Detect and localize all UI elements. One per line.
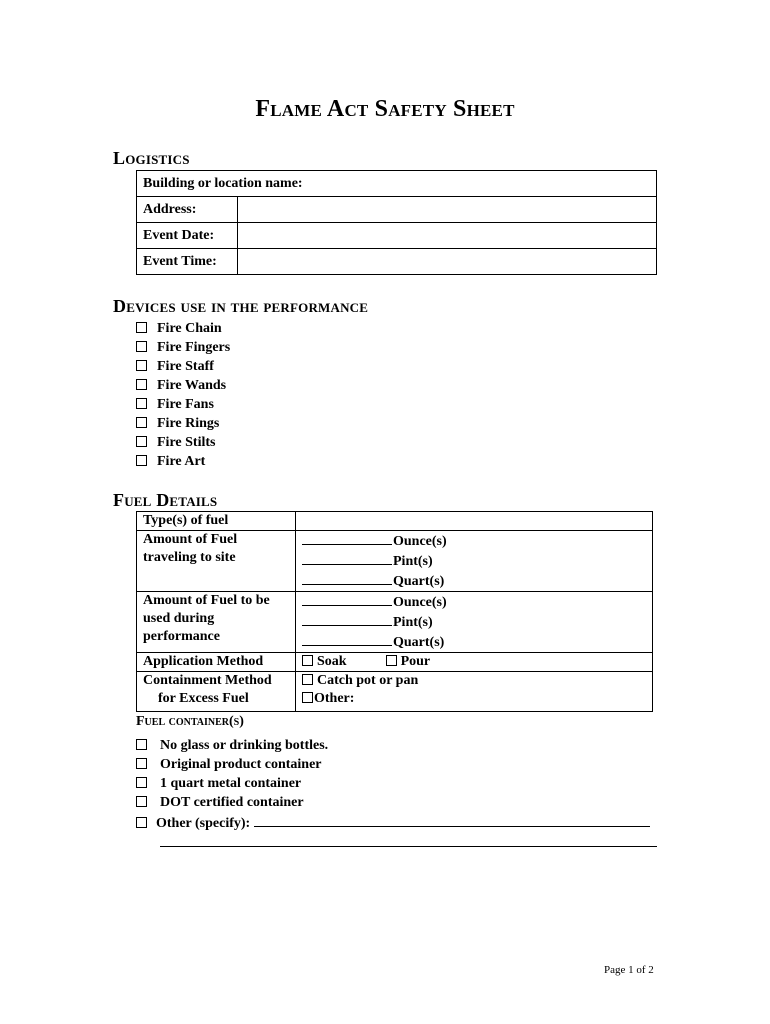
- containment-label-line: Containment Method: [143, 673, 272, 688]
- devices-heading: Devices use in the performance: [113, 296, 369, 316]
- fuel-type-label: Type(s) of fuel: [137, 512, 296, 531]
- amount-blank[interactable]: [302, 531, 392, 545]
- unit-label: Quart(s): [393, 574, 445, 589]
- address-field[interactable]: [238, 197, 657, 223]
- address-label: Address:: [137, 197, 238, 223]
- checkbox[interactable]: [136, 777, 147, 788]
- soak-checkbox[interactable]: [302, 655, 313, 666]
- table-row: [137, 653, 653, 672]
- list-item: [136, 812, 650, 831]
- application-options: [296, 653, 653, 672]
- checkbox[interactable]: [136, 817, 147, 828]
- other-specify-line[interactable]: [160, 846, 657, 847]
- logistics-heading: Logistics: [113, 148, 190, 168]
- table-row: [137, 531, 653, 592]
- table-row: [137, 197, 657, 223]
- amount-blank[interactable]: [302, 592, 392, 606]
- checkbox[interactable]: [136, 398, 147, 409]
- list-item: [136, 395, 230, 414]
- amount-perf-field: [296, 592, 653, 653]
- fuel-heading: Fuel Details: [113, 490, 218, 510]
- fuel-table: [136, 511, 653, 712]
- table-row: [137, 223, 657, 249]
- list-item: [136, 793, 650, 812]
- amount-perf-label-line: used during: [143, 611, 215, 626]
- catch-pot-label: Catch pot or pan: [317, 673, 419, 688]
- containment-label: [137, 672, 296, 712]
- device-label: Fire Art: [157, 454, 206, 469]
- checkbox[interactable]: [136, 758, 147, 769]
- containment-label-line: for Excess Fuel: [158, 691, 249, 706]
- amount-blank[interactable]: [302, 632, 392, 646]
- amount-blank[interactable]: [302, 571, 392, 585]
- other-checkbox[interactable]: [302, 692, 313, 703]
- device-label: Fire Fingers: [157, 340, 231, 355]
- amount-travel-label-line: traveling to site: [143, 550, 236, 565]
- other-specify-field[interactable]: [254, 812, 650, 827]
- soak-label: Soak: [317, 654, 347, 669]
- list-item: [136, 433, 230, 452]
- event-date-field[interactable]: [238, 223, 657, 249]
- devices-checklist: [136, 319, 230, 471]
- container-label: Other (specify):: [156, 816, 251, 831]
- device-label: Fire Staff: [157, 359, 214, 374]
- device-label: Fire Wands: [157, 378, 227, 393]
- event-time-field[interactable]: [238, 249, 657, 275]
- list-item: [136, 755, 650, 774]
- table-row: [137, 512, 653, 531]
- checkbox[interactable]: [136, 379, 147, 390]
- location-name-label: Building or location name:: [137, 171, 657, 197]
- container-label: 1 quart metal container: [160, 776, 302, 791]
- event-time-label: Event Time:: [137, 249, 238, 275]
- fuel-type-field[interactable]: [296, 512, 653, 531]
- device-label: Fire Stilts: [157, 435, 216, 450]
- checkbox[interactable]: [136, 455, 147, 466]
- amount-perf-label-line: Amount of Fuel to be: [143, 593, 270, 608]
- event-date-label: Event Date:: [137, 223, 238, 249]
- amount-blank[interactable]: [302, 551, 392, 565]
- unit-label: Quart(s): [393, 635, 445, 650]
- checkbox[interactable]: [136, 360, 147, 371]
- pour-label: Pour: [400, 654, 431, 669]
- container-heading: Fuel container(s): [136, 714, 244, 729]
- list-item: [136, 338, 230, 357]
- pour-checkbox[interactable]: [386, 655, 397, 666]
- containment-options: [296, 672, 653, 712]
- amount-travel-field: [296, 531, 653, 592]
- checkbox[interactable]: [136, 436, 147, 447]
- container-label: DOT certified container: [160, 795, 304, 810]
- unit-label: Ounce(s): [393, 595, 447, 610]
- list-item: [136, 774, 650, 793]
- device-label: Fire Chain: [157, 321, 222, 336]
- container-label: Original product container: [160, 757, 322, 772]
- table-row: [137, 592, 653, 653]
- checkbox[interactable]: [136, 322, 147, 333]
- checkbox[interactable]: [136, 739, 147, 750]
- list-item: [136, 357, 230, 376]
- container-checklist: [136, 736, 650, 831]
- page-number: Page 1 of 2: [604, 964, 654, 976]
- list-item: [136, 414, 230, 433]
- device-label: Fire Fans: [157, 397, 214, 412]
- amount-perf-label: [137, 592, 296, 653]
- page-title: Flame Act Safety Sheet: [255, 96, 515, 122]
- checkbox[interactable]: [136, 417, 147, 428]
- table-row: [137, 171, 657, 197]
- logistics-table: [136, 170, 657, 275]
- unit-label: Pint(s): [393, 554, 433, 569]
- table-row: [137, 672, 653, 712]
- list-item: [136, 319, 230, 338]
- catch-pot-checkbox[interactable]: [302, 674, 313, 685]
- amount-travel-label: [137, 531, 296, 592]
- amount-blank[interactable]: [302, 612, 392, 626]
- checkbox[interactable]: [136, 341, 147, 352]
- unit-label: Pint(s): [393, 615, 433, 630]
- list-item: [136, 452, 230, 471]
- application-label: Application Method: [137, 653, 296, 672]
- amount-travel-label-line: Amount of Fuel: [143, 532, 238, 547]
- checkbox[interactable]: [136, 796, 147, 807]
- other-label: Other:: [314, 691, 355, 706]
- amount-perf-label-line: performance: [143, 629, 220, 644]
- list-item: [136, 736, 650, 755]
- table-row: [137, 249, 657, 275]
- container-label: No glass or drinking bottles.: [160, 738, 329, 753]
- list-item: [136, 376, 230, 395]
- unit-label: Ounce(s): [393, 534, 447, 549]
- device-label: Fire Rings: [157, 416, 220, 431]
